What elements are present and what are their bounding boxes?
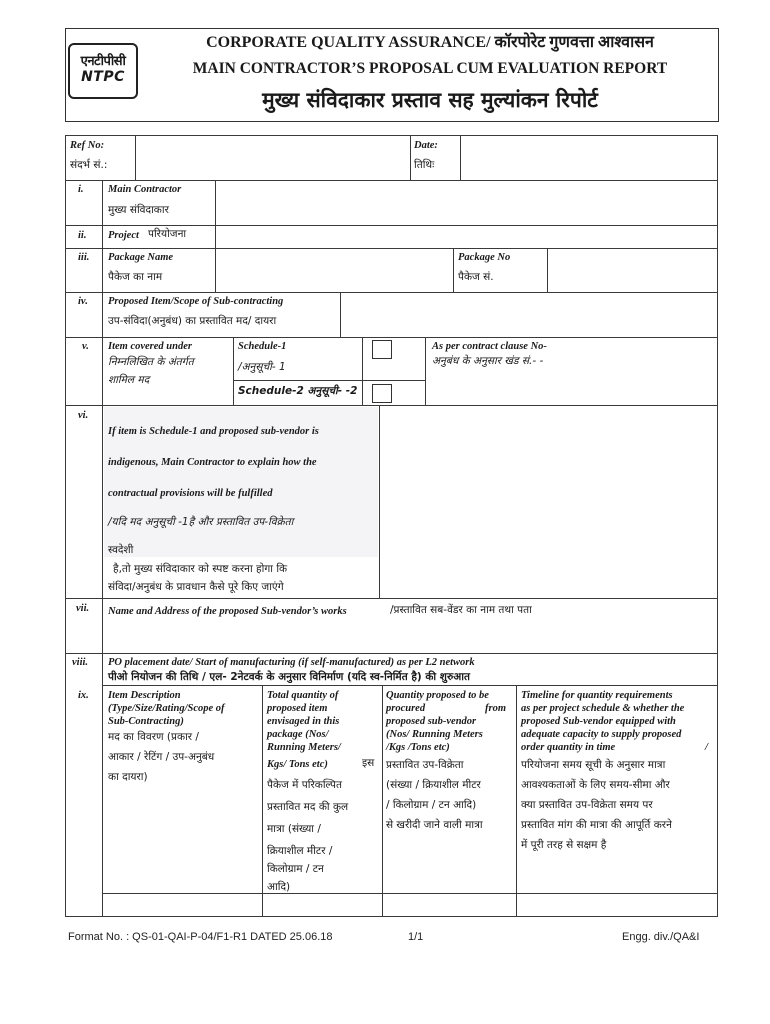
row-number: iv.: [78, 296, 88, 307]
ntpc-logo: [68, 43, 138, 99]
proposed-item-label-hindi: उप-संविदा(अनुबंध) का प्रस्तावित मद/ दायरा: [108, 315, 277, 327]
po-date-label-hindi: पीओ नियोजन की तिथि / एल- 2नेटवर्क के अनुसार विनिर्माण (यदि स्व-निर्मित है) की शुरुआत: [108, 671, 470, 683]
format-number: Format No. : QS-01-QAI-P-04/F1-R1 DATED 25.06.18: [68, 931, 333, 943]
schedule-note-hi-3: है,तो मुख्य संविदाकार को स्पष्ट करना होगा कि: [113, 563, 288, 575]
total-quantity-field[interactable]: [264, 895, 380, 915]
date-label-hindi: तिथिः: [414, 159, 435, 171]
row-number: viii.: [72, 657, 89, 668]
package-no-field[interactable]: [549, 250, 715, 290]
item-covered-label-hindi-2: शामिल मद: [108, 374, 150, 386]
schedule-note-hi-2: स्वदेशी: [108, 544, 134, 556]
schedule-note-en-1: If item is Schedule-1 and proposed sub-vendor is: [108, 426, 319, 437]
title-line-2: MAIN CONTRACTOR’S PROPOSAL CUM EVALUATION REPORT: [192, 60, 668, 77]
schedule-note-en-3: contractual provisions will be fulfilled: [108, 488, 273, 499]
sub-vendor-label-hindi: /प्रस्तावित सब-वेंडर का नाम तथा पता: [390, 604, 532, 616]
schedule-note-en-2: indigenous, Main Contractor to explain how the: [108, 457, 317, 468]
main-contractor-field[interactable]: [217, 182, 715, 223]
timeline-field[interactable]: [518, 895, 715, 915]
contract-clause-label: As per contract clause No-: [432, 341, 547, 352]
logo-english-text: NTPC: [81, 69, 125, 85]
row-number: i.: [78, 184, 84, 195]
main-contractor-label-hindi: मुख्य संविदाकार: [108, 204, 169, 216]
ref-no-label: Ref No:: [70, 140, 105, 151]
po-date-label: PO placement date/ Start of manufacturing (if self-manufactured) as per L2 network: [108, 657, 475, 668]
procured-quantity-field[interactable]: [384, 895, 514, 915]
schedule-1-label: Schedule-1: [238, 341, 287, 352]
package-no-label: Package No: [458, 252, 511, 263]
contract-clause-label-hindi: अनुबंध के अनुसार खंड सं.- -: [432, 355, 544, 367]
row-number: vii.: [76, 603, 90, 614]
row-number: iii.: [78, 252, 90, 263]
sub-vendor-field[interactable]: [104, 622, 715, 651]
item-covered-label-hindi-1: निम्नलिखित के अंतर्गत: [108, 356, 194, 368]
project-field[interactable]: [217, 227, 715, 246]
ref-no-label-hindi: संदर्भ सं.:: [70, 159, 108, 171]
schedule-explanation-field[interactable]: [381, 407, 715, 596]
schedule-2-checkbox[interactable]: [372, 384, 392, 403]
package-name-label-hindi: पैकेज का नाम: [108, 271, 163, 283]
schedule-note-hi-1: /यदि मद अनुसूची -1है और प्रस्तावित उप-विक्रेता: [108, 516, 294, 528]
sub-vendor-label: Name and Address of the proposed Sub-vendor’s works: [108, 606, 347, 617]
package-name-field[interactable]: [217, 250, 451, 290]
package-name-label: Package Name: [108, 252, 174, 263]
schedule-1-checkbox[interactable]: [372, 340, 392, 359]
row-number: v.: [82, 341, 89, 352]
row-number: ii.: [78, 230, 87, 241]
ref-no-field[interactable]: [137, 137, 408, 178]
title-line-1: CORPORATE QUALITY ASSURANCE/ कॉरपोरेट गुणवत्ता आश्वासन: [206, 34, 654, 51]
package-no-label-hindi: पैकेज सं.: [458, 271, 494, 283]
logo-hindi-text: एनटीपीसी: [80, 54, 126, 69]
page-number: 1/1: [408, 931, 424, 943]
item-covered-label: Item covered under: [108, 341, 192, 352]
row-number: vi.: [78, 410, 89, 421]
title-line-3: मुख्य संविदाकार प्रस्ताव सह मुल्यांकन रिपोर्ट: [262, 88, 598, 112]
schedule-note-hi-4: संविदा/अनुबंध के प्रावधान कैसे पूरे किए जाएंगे: [108, 581, 284, 593]
date-label: Date:: [414, 140, 438, 151]
proposed-item-field[interactable]: [342, 294, 715, 335]
date-field[interactable]: [462, 137, 715, 178]
schedule-1-label-hindi: /अनुसूची- 1: [238, 361, 286, 373]
project-label-hindi: परियोजना: [148, 228, 187, 240]
main-contractor-label: Main Contractor: [108, 184, 182, 195]
proposed-item-label: Proposed Item/Scope of Sub-contracting: [108, 296, 284, 307]
schedule-2-label: Schedule-2 अनुसूची- -2: [238, 385, 358, 397]
row-number: ix.: [78, 690, 89, 701]
project-label: Project: [108, 230, 139, 241]
department-label: Engg. div./QA&I: [622, 931, 700, 943]
item-description-field[interactable]: [104, 895, 260, 915]
